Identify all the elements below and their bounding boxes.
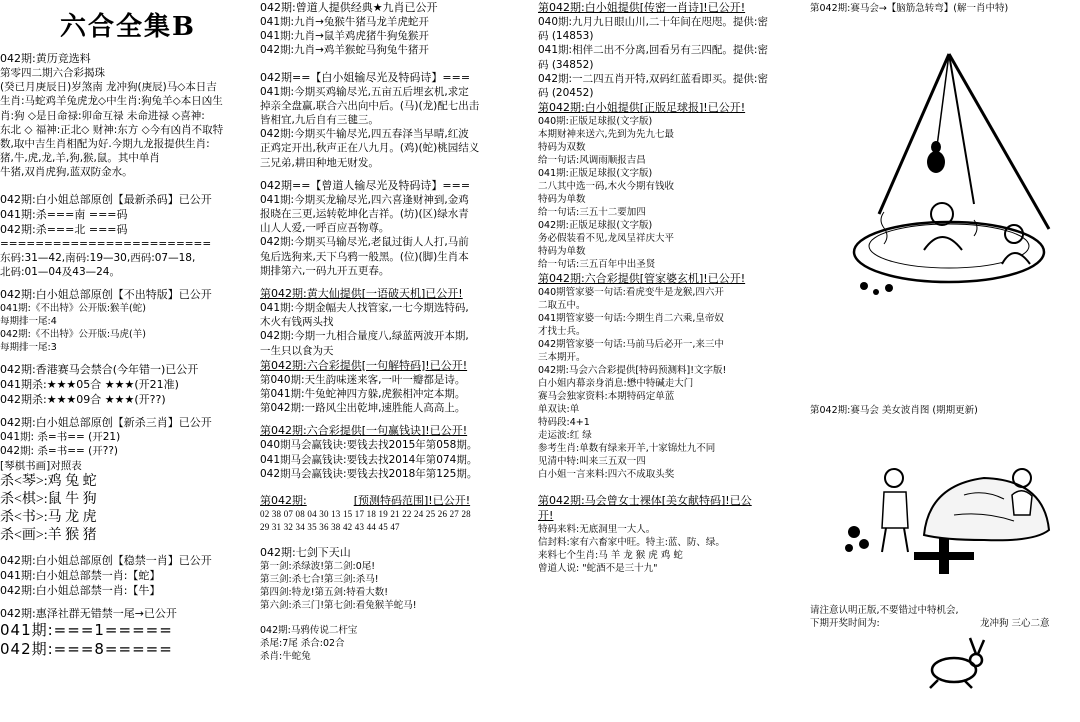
kill-table-row: 杀<琴>:鸡 兔 蛇	[0, 473, 97, 489]
info-line: 042期杀:★★★09合 ★★★(开??)	[0, 393, 166, 407]
info-line: 041期:白小姐总部禁一肖:【蛇】	[0, 568, 161, 582]
almanac-line: 东北 ◇ 福神:正北◇ 财神:东方 ◇今有凶肖不取特	[0, 123, 224, 136]
info-line: 杀肖:牛蛇兔	[260, 651, 311, 663]
info-line: 白小姐内幕亲身消息:懋中特碱走大门	[538, 378, 694, 390]
kill-line: 041期:杀===南 ===码	[0, 207, 128, 221]
section-heading-cont: 开!	[538, 509, 554, 523]
info-line: 三本期开。	[538, 352, 586, 364]
almanac-line: 猪,牛,虎,龙,羊,狗,猴,鼠。其中单肖	[0, 152, 160, 165]
section-heading: 第042期:六合彩提供[一句解特码]!已公开!	[260, 358, 468, 372]
info-line: 041期杀:★★★05合 ★★★(开21准)	[0, 378, 179, 392]
kill-line: 北码:01—04及43—24。	[0, 266, 120, 279]
poem-line: 兔后选狗来,天下乌鸦一般黑。(位)(脚)生肖本	[260, 250, 469, 263]
section-heading: 第042期:白小姐提供[正版足球报]!已公开!	[538, 101, 746, 115]
section-heading: 042期:惠泽社群无错禁一尾→已公开	[0, 606, 177, 620]
block-kill-code	[0, 192, 256, 280]
info-line: 041期马会赢钱诀:要钱去找2014年第074期。	[260, 453, 478, 466]
block-secret-poem	[538, 0, 800, 100]
section-heading: 042期:七剑下天山	[260, 546, 351, 560]
beauty-wave-illustration	[834, 440, 1064, 580]
notice-line: 请注意认明正版,不要错过中特机会,	[810, 605, 959, 616]
block-wong-tai-sin	[260, 286, 532, 358]
info-line: 给一句话:三五百年中出圣贤	[538, 259, 656, 271]
info-line: 041期:正版足球报(文字版)	[538, 168, 653, 180]
info-line: 码 (14853)	[538, 30, 594, 43]
info-line: 第040期:天生韵味迷来客,一叶一瓣都是诗。	[260, 373, 466, 386]
section-heading: 042期:香港赛马会禁合(今年错一)已公开	[0, 363, 199, 377]
number-range-line: 29 31 32 34 35 36 38 42 43 44 45 47	[260, 521, 400, 532]
rabbit-icon	[914, 632, 994, 692]
kill-table-row: 杀<棋>:鼠 牛 狗	[0, 491, 97, 507]
block-hk-jockey	[0, 362, 256, 407]
number-range-line: 02 38 07 08 04 30 13 15 17 18 19 21 22 24 25 26 27 28	[260, 509, 471, 520]
info-line: 杀尾:7尾 杀合:02合	[260, 638, 345, 650]
block-not-special	[0, 287, 256, 354]
poem-line: 041期:今期买龙输尽光,四六喜逢财神到,金鸡	[260, 193, 469, 206]
info-line: 码 (20452)	[538, 87, 594, 100]
block-beauty-code	[538, 493, 800, 575]
poem-line: 041期:今期买鸡输尽光,五亩五后埋玄机,求定	[260, 85, 469, 98]
poem-line: 正鸡定开出,秋声正在八九月。(鸡)(蛇)桃园结义	[260, 142, 480, 155]
section-heading: 042期:马鸦传说二杆宝	[260, 625, 358, 637]
info-line: 040期:九月九日眼山川,二十年间在咫咫。提供:密	[538, 16, 768, 28]
poem-line: 山人人爱,一呼百应吾物尊。	[260, 222, 390, 235]
info-line: 040期马会赢钱诀:要钱去找2015年第058期。	[260, 439, 478, 452]
kill-line: 042期:杀===北 ===码	[0, 222, 128, 236]
info-line: 042期: 杀=书== (开??)	[0, 445, 118, 458]
info-line: 见清中特:叫来三五双一四	[538, 456, 646, 468]
poem-line: 报晓在三更,运转乾坤化吉祥。(坊)(区)绿水青	[260, 208, 469, 221]
section-heading: 第042期:黄大仙提供[一语破天机]已公开!	[260, 287, 463, 301]
almanac-line: 042期:黄历竞选料	[0, 52, 91, 65]
info-line: 041期:九肖→鼠羊鸡虎猪牛狗兔猴开	[260, 30, 429, 43]
block-almanac	[0, 51, 256, 180]
block-one-sentence	[260, 358, 532, 416]
section-heading: 042期:白小姐总部原创【新杀三肖】已公开	[0, 416, 212, 430]
info-line: 042期:正版足球报(文字版)	[538, 220, 653, 232]
info-line: 第四剑:特龙!第五剑:特看大数!	[260, 587, 389, 599]
info-line: 040期:正版足球报(文字版)	[538, 116, 653, 128]
info-line: 041期:相伴二出不分离,回看另有三四配。提供:密	[538, 44, 768, 57]
info-line: 第六剑:杀三门!第七剑:看兔猴羊蛇马!	[260, 600, 417, 612]
beauty-chart-heading: 第042期:赛马会 美女波肖图 (期期更新)	[810, 405, 978, 416]
almanac-line: 牛猪,双肖虎狗,蓝双防金水。	[0, 166, 133, 179]
next-draw-hint: 龙冲狗 三心二意	[980, 618, 1050, 629]
info-line: 特码来料:无底洞里一大人。	[538, 524, 656, 536]
range-heading-issue: 第042期:	[260, 494, 307, 508]
poem-line: 皆相宜,九后自有三毽三。	[260, 114, 379, 127]
info-line: 给一句话:风调雨顺报吉昌	[538, 155, 646, 167]
info-line: 042期:马会六合彩提供[特码预测料]!文字版!	[538, 365, 727, 377]
section-heading	[260, 493, 532, 508]
info-line: 才找士兵。	[538, 326, 586, 338]
info-line: 041期: 杀=书== (开21)	[0, 431, 121, 444]
info-line: 信封料:家有六畜家中旺。特主:蓝、防、绿。	[538, 537, 725, 549]
section-heading: 第042期:马会曾女士裸体[美女献特码]!已公	[538, 494, 752, 508]
info-line: 特码为单数	[538, 246, 586, 258]
kill-line: 东码:31—42,南码:19—30,西码:07—18,	[0, 251, 196, 264]
poem-line: 042期:今期买牛输尽光,四五春泽当早晴,红波	[260, 128, 469, 141]
info-line: 木火有钱两头找	[260, 316, 334, 329]
section-heading: 042期==【白小姐输尽光及特码诗】===	[260, 70, 471, 84]
info-line: 041期管家婆一句话:今期生肖二六乘,皇帝奴	[538, 313, 724, 325]
info-line: 042期:一二四五肖开特,双码红蓝看即买。提供:密	[538, 72, 768, 85]
section-heading: 第042期:六合彩提供[管家婆玄机]!已公开!	[538, 272, 746, 286]
info-line: 本期财神来送六,先到为先九七最	[538, 129, 675, 141]
section-heading: 第042期:白小姐提供[传密一肖诗]!已公开!	[538, 1, 746, 14]
block-crow-legend	[260, 624, 532, 663]
kill-table-row: 杀<书>:马 龙 虎	[0, 509, 97, 525]
block-predict-range	[260, 493, 532, 533]
almanac-line: 第零四二期六合彩揭珠	[0, 67, 105, 79]
info-line: [琴棋书画]对照表	[0, 459, 82, 472]
info-line: 042期:白小姐总部禁一肖:【牛】	[0, 583, 161, 597]
info-line: 务必假装看不见,龙凤呈祥庆大平	[538, 233, 675, 245]
poem-line: 掉亲全盘赢,联合六出向中后。(马)(龙)配七出击	[260, 99, 480, 112]
info-line: 赛马会独家资料:本期特码定单蓝	[538, 391, 675, 403]
block-steady-ban	[0, 553, 256, 598]
info-line: 041期:九肖→兔猴牛猪马龙羊虎蛇开	[260, 16, 429, 28]
page-title: 六合全集B	[60, 12, 196, 42]
block-win-money	[260, 423, 532, 481]
info-line: 040期管家婆一句话:看虎变牛是龙猴,四六开	[538, 287, 724, 299]
next-draw-label: 下期开奖时间为:	[810, 618, 880, 629]
column-4	[804, 0, 1080, 722]
info-line: 每期排一尾:4	[0, 316, 57, 328]
range-heading-title: [预测特码范围]!已公开!	[353, 494, 471, 508]
poem-line: 042期:今期买马输尽光,老鼠过街人人打,马前	[260, 236, 469, 249]
almanac-line: 肖:狗 ◇是日命禄:卯命互禄 未命进禄 ◇喜神:	[0, 109, 205, 122]
info-line: 每期排一尾:3	[0, 342, 57, 354]
almanac-line: (癸已月庚辰日)岁煞南 龙冲狗(庚辰)马◇本日吉	[0, 81, 217, 94]
info-line: 041期:《不出特》公开版:猴羊(蛇)	[0, 303, 146, 315]
column-3	[538, 0, 800, 722]
brain-teaser-illustration	[824, 14, 1074, 304]
section-heading: 042期:白小姐总部原创【稳禁一肖】已公开	[0, 553, 212, 567]
info-line: 给一句话:三五十二要加四	[538, 207, 646, 219]
block-new-kill	[0, 415, 256, 545]
info-line: 特码为双数	[538, 142, 586, 154]
section-heading: 042期:曾道人提供经典★九肖已公开	[260, 1, 438, 14]
info-line: 特码段:4+1	[538, 417, 590, 429]
info-line: 第三剑:杀七合!第三剑:杀马!	[260, 574, 379, 586]
poem-line: 期排第六,一码九开五更春。	[260, 264, 390, 277]
info-line: 041期:今期金幅夫人找管家,一七今期选特码,	[260, 302, 469, 315]
section-heading: 042期:白小姐总部原创【最新杀码】已公开	[0, 192, 212, 206]
info-line: 二八其中选一码,木火今期有钱收	[538, 181, 675, 193]
almanac-line: 数,取中吉生肖相配为好.今期九龙报提供生肖:	[0, 138, 210, 151]
info-line: 一生只以食为天	[260, 344, 334, 357]
block-bai-poem	[260, 70, 532, 170]
info-line: 走运波:红 绿	[538, 430, 592, 442]
separator-line: ========================	[0, 237, 212, 250]
kill-table-row: 杀<画>:羊 猴 猪	[0, 527, 97, 543]
poem-line: 三兄弟,耕田种地无财发。	[260, 156, 379, 169]
info-line: 白小姐一言来料:四六不成取头奖	[538, 469, 675, 481]
info-line: 曾道人说: "蛇酒不是三十九"	[538, 563, 658, 575]
section-heading: 第042期:六合彩提供[一句赢钱诀]!已公开!	[260, 424, 468, 438]
column-1	[0, 0, 256, 722]
info-line: 042期:今期一九相合量度八,绿蓝两波开本期,	[260, 330, 469, 343]
info-line: 来料七个生肖:马 羊 龙 猴 虎 鸡 蛇	[538, 550, 683, 562]
block-football-paper	[538, 100, 800, 271]
info-line: 042期马会赢钱诀:要钱去找2018年第125期。	[260, 467, 478, 480]
column-2	[260, 0, 532, 722]
block-seven-swords	[260, 545, 532, 612]
almanac-line: 生肖:马蛇鸡羊兔虎龙◇中生肖:狗兔羊◇本日凶生	[0, 95, 223, 108]
info-line: 第041期:牛兔蛇神四方躲,虎猴相冲定本期。	[260, 388, 466, 401]
section-heading: 042期==【曾道人输尽光及特码诗】===	[260, 178, 471, 192]
block-nine-zodiac	[260, 0, 532, 58]
info-line: 二取五中。	[538, 300, 586, 312]
info-line: 第042期:一路风尘出乾坤,速胜能人高高上。	[260, 402, 466, 415]
info-line: 042期:九肖→鸡羊猴蛇马狗兔牛猪开	[260, 44, 429, 57]
info-line: 单双诀:单	[538, 404, 580, 416]
block-housekeeper	[538, 271, 800, 481]
info-line: 042期:《不出特》公开版:马虎(羊)	[0, 329, 146, 341]
ban-tail-line: 042期:===8=====	[0, 639, 173, 658]
info-line: 042期管家婆一句话:马前马后必开一,来三中	[538, 339, 724, 351]
brain-teaser-heading: 第042期:赛马会→【脑筋急转弯】(解一肖中特)	[810, 3, 1009, 14]
ban-tail-line: 041期:===1=====	[0, 620, 173, 639]
info-line: 第一剑:杀绿波!第二剑:0尾!	[260, 561, 376, 573]
section-heading: 042期:白小姐总部原创【不出特版】已公开	[0, 288, 212, 302]
block-zeng-poem	[260, 178, 532, 278]
block-ban-tail	[0, 606, 256, 659]
info-line: 码 (34852)	[538, 58, 594, 71]
info-line: 参考生肖:单数有绿来开羊,十家锦灶九不同	[538, 443, 716, 455]
info-line: 特码为单数	[538, 194, 586, 206]
